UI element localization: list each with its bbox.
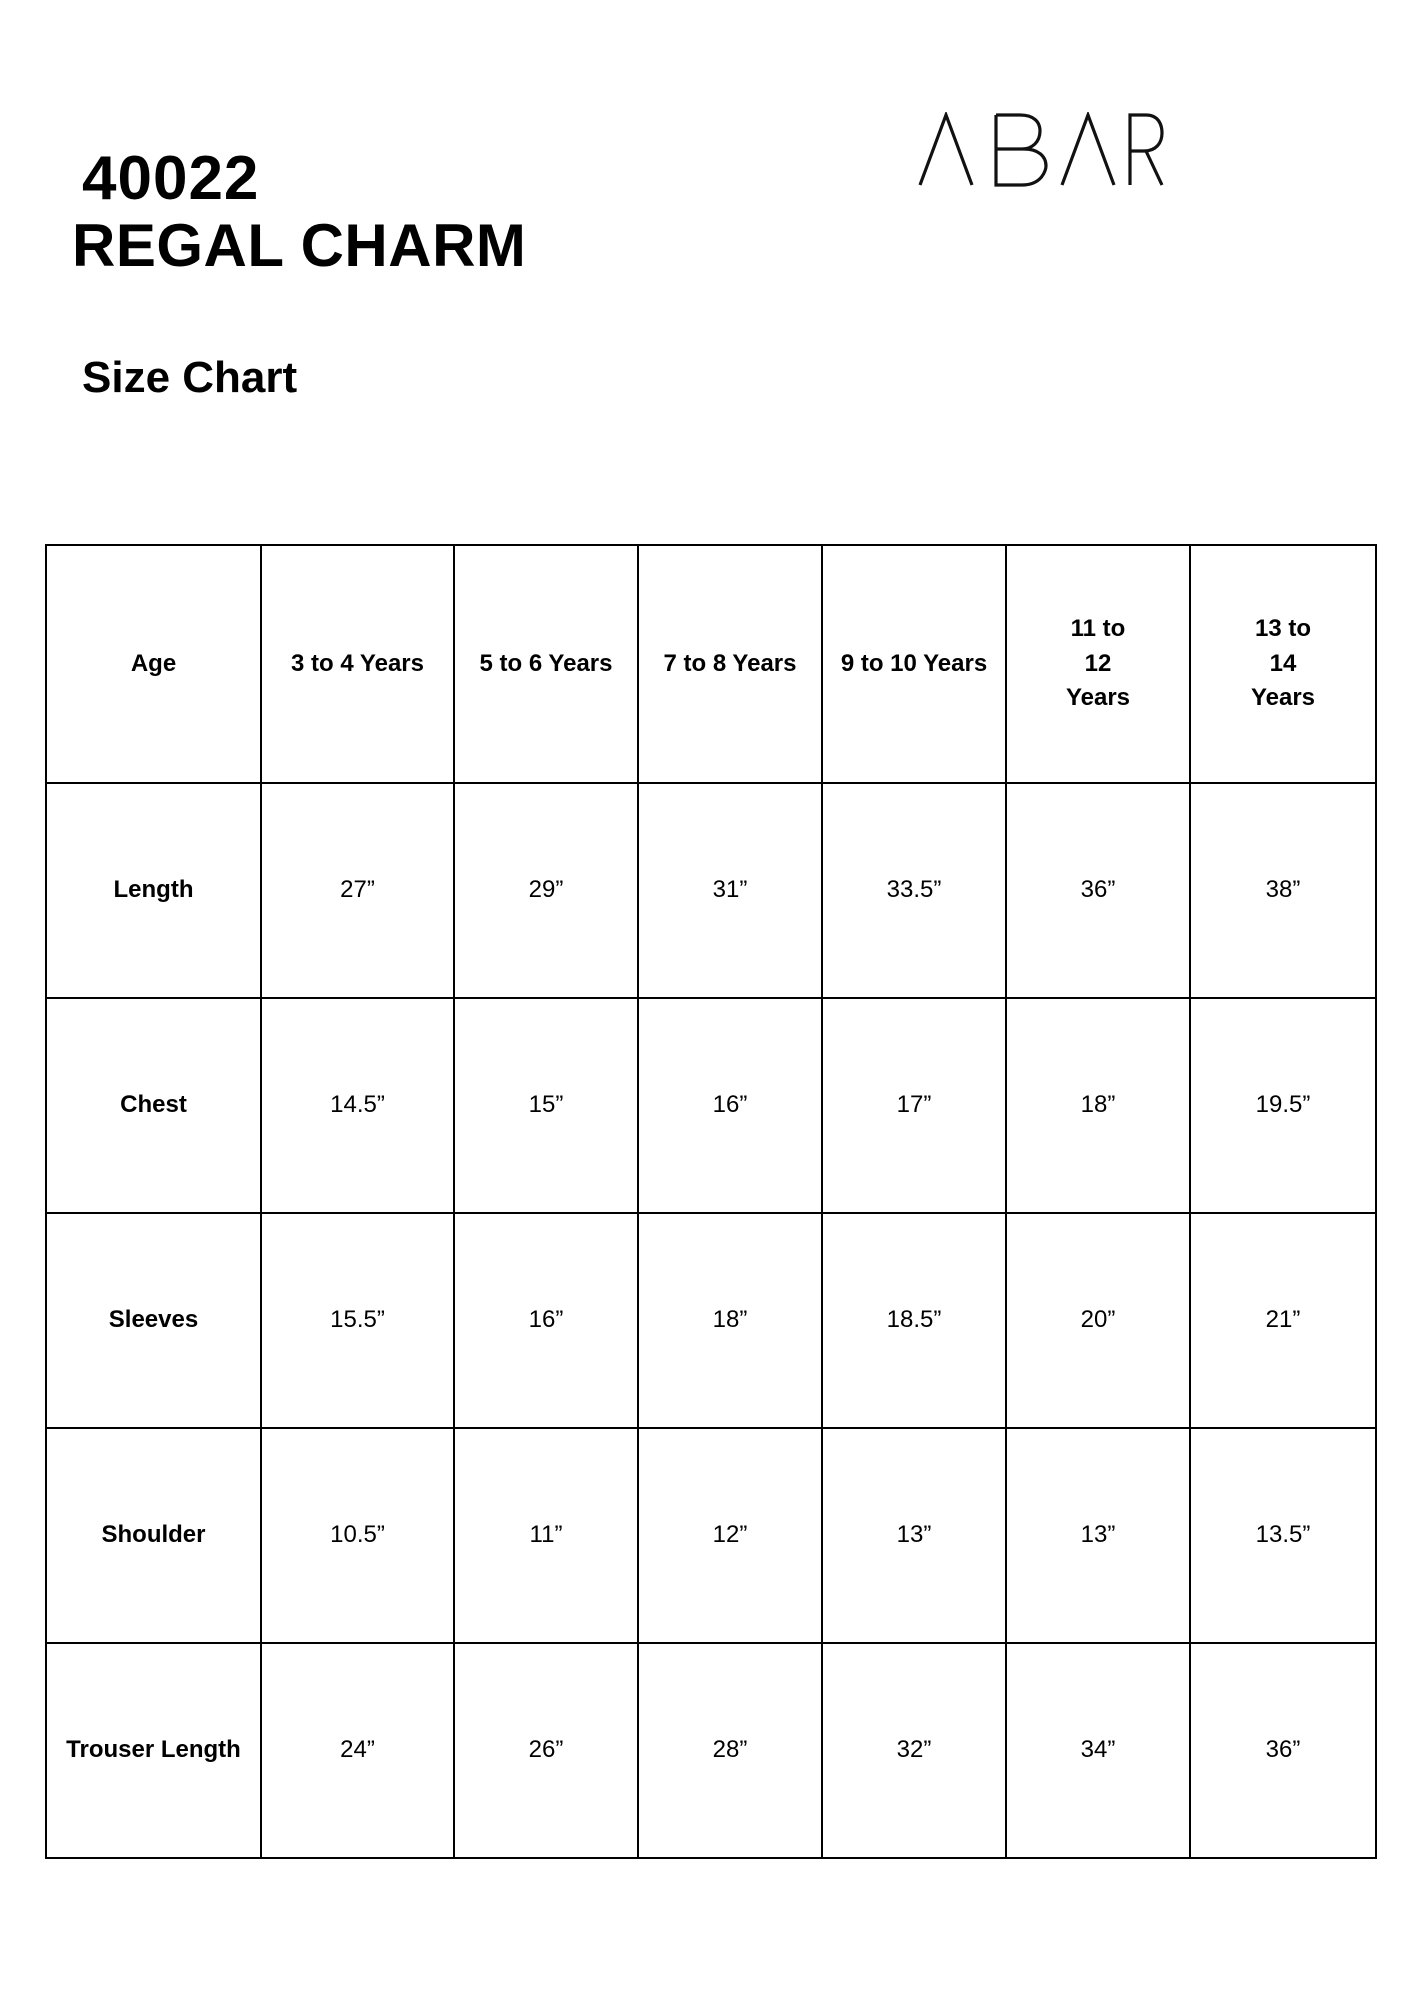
table-cell: 36”: [1190, 1643, 1376, 1858]
table-cell: 33.5”: [822, 783, 1006, 998]
table-cell: 28”: [638, 1643, 822, 1858]
row-label: Trouser Length: [46, 1643, 261, 1858]
row-label: Chest: [46, 998, 261, 1213]
table-cell: 27”: [261, 783, 454, 998]
size-chart-table: [45, 544, 1377, 1859]
table-cell: 15”: [454, 998, 638, 1213]
product-name: REGAL CHARM: [72, 212, 527, 279]
column-header: 3 to 4 Years: [261, 545, 454, 783]
row-label: Sleeves: [46, 1213, 261, 1428]
table-cell: 24”: [261, 1643, 454, 1858]
abar-logo-icon: [918, 112, 1164, 188]
table-cell: 13”: [1006, 1428, 1190, 1643]
row-label: Length: [46, 783, 261, 998]
size-chart-title: Size Chart: [82, 353, 298, 402]
column-header: 5 to 6 Years: [454, 545, 638, 783]
table-cell: 32”: [822, 1643, 1006, 1858]
table-row: [46, 1213, 1376, 1428]
table-header-row: [46, 545, 1376, 783]
table-row: [46, 1428, 1376, 1643]
table-cell: 21”: [1190, 1213, 1376, 1428]
column-header: 13 to 14 Years: [1190, 545, 1376, 783]
table-cell: 38”: [1190, 783, 1376, 998]
table-cell: 13.5”: [1190, 1428, 1376, 1643]
table-cell: 14.5”: [261, 998, 454, 1213]
table-cell: 17”: [822, 998, 1006, 1213]
table-cell: 16”: [638, 998, 822, 1213]
table-cell: 10.5”: [261, 1428, 454, 1643]
table-cell: 19.5”: [1190, 998, 1376, 1213]
column-header-age: Age: [46, 545, 261, 783]
product-code: 40022: [82, 144, 260, 213]
table-cell: 31”: [638, 783, 822, 998]
table-cell: 16”: [454, 1213, 638, 1428]
column-header: 9 to 10 Years: [822, 545, 1006, 783]
brand-logo: [918, 112, 1164, 188]
table-row: [46, 998, 1376, 1213]
table-cell: 18”: [638, 1213, 822, 1428]
table-cell: 12”: [638, 1428, 822, 1643]
table-cell: 13”: [822, 1428, 1006, 1643]
column-header: 11 to 12 Years: [1006, 545, 1190, 783]
table-cell: 34”: [1006, 1643, 1190, 1858]
table-cell: 11”: [454, 1428, 638, 1643]
table-cell: 20”: [1006, 1213, 1190, 1428]
table-cell: 36”: [1006, 783, 1190, 998]
table-cell: 29”: [454, 783, 638, 998]
row-label: Shoulder: [46, 1428, 261, 1643]
table-row: [46, 1643, 1376, 1858]
column-header: 7 to 8 Years: [638, 545, 822, 783]
table-cell: 26”: [454, 1643, 638, 1858]
table-cell: 18.5”: [822, 1213, 1006, 1428]
table-row: [46, 783, 1376, 998]
table-cell: 15.5”: [261, 1213, 454, 1428]
table-cell: 18”: [1006, 998, 1190, 1213]
